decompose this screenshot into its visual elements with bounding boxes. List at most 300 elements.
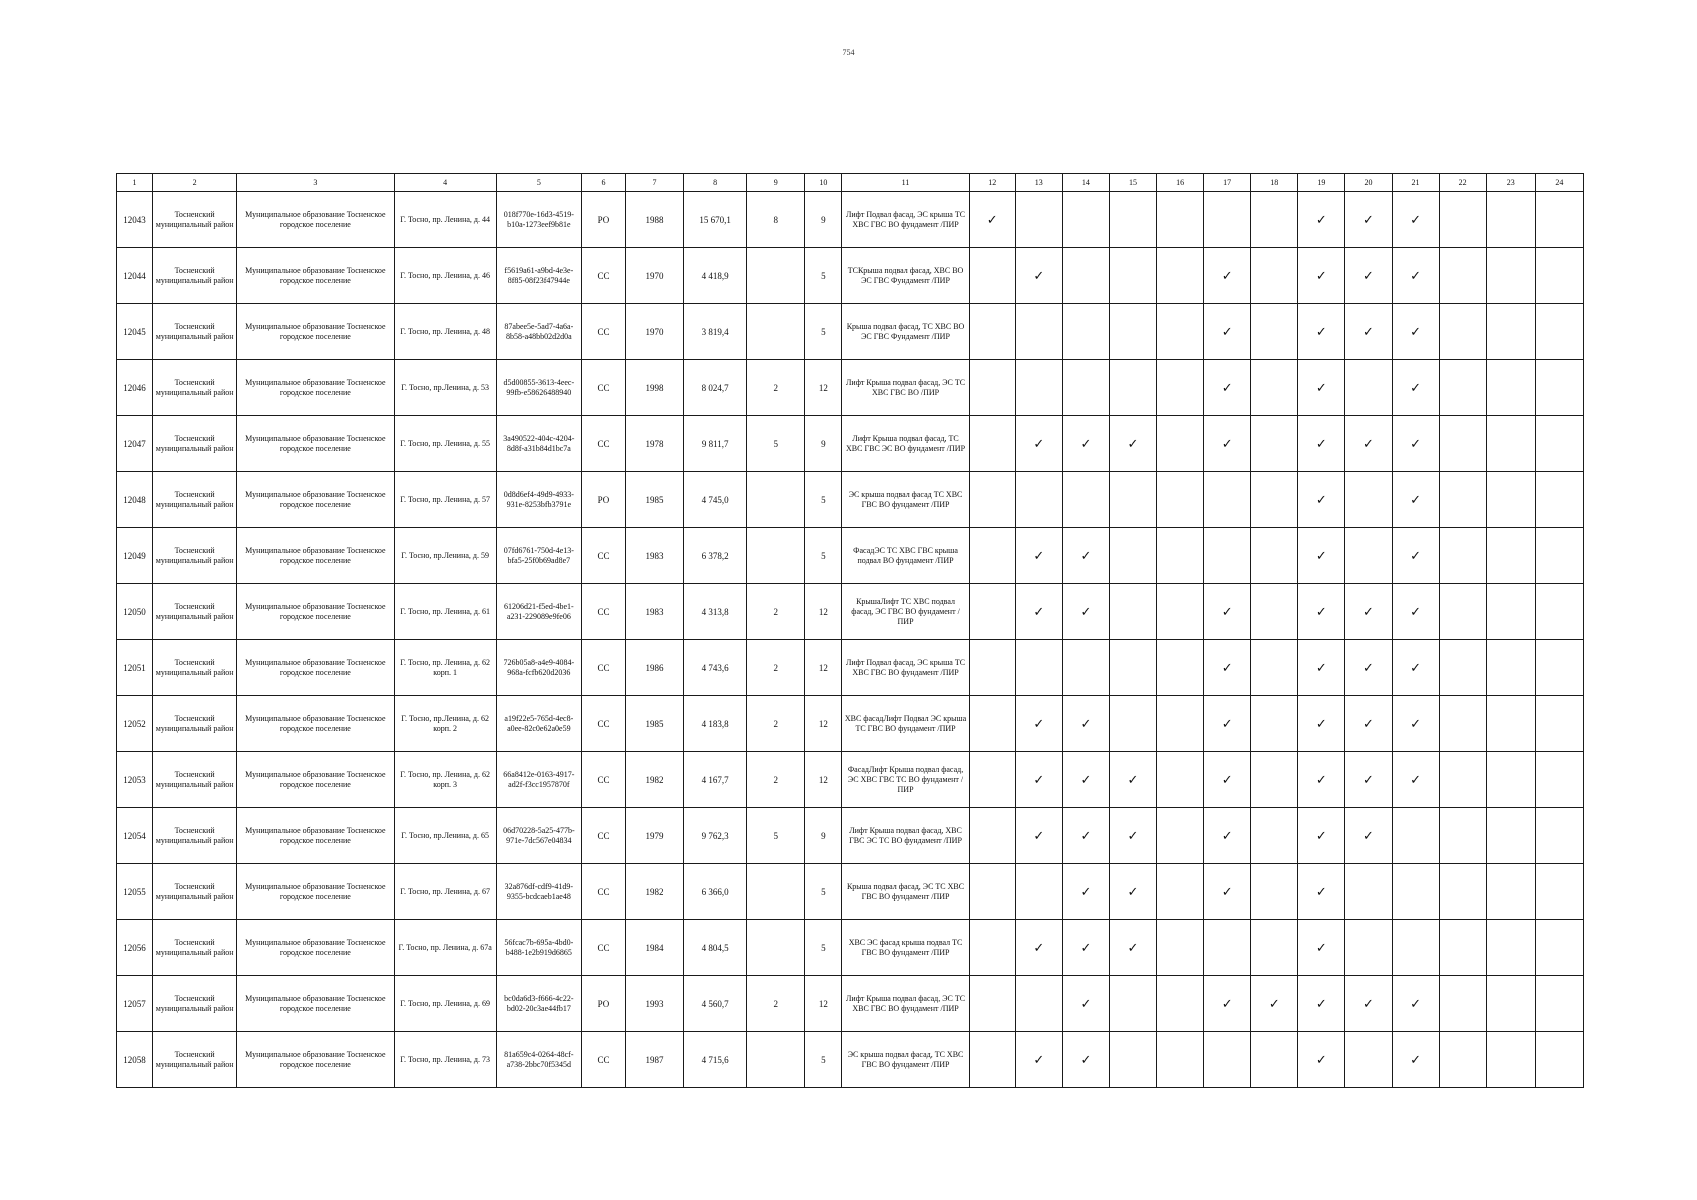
check-mark-icon: ✓ xyxy=(1298,920,1345,976)
empty-cell xyxy=(969,640,1015,696)
works-cell: ЭС крыша подвал фасад ТС ХВС ГВС ВО фундамент /ПИР xyxy=(842,472,969,528)
empty-cell xyxy=(1439,864,1486,920)
check-mark-icon: ✓ xyxy=(1298,752,1345,808)
year-cell: 1983 xyxy=(626,584,684,640)
check-mark-icon: ✓ xyxy=(1204,808,1251,864)
settlement-cell: Муниципальное образование Тосненское городское поселение xyxy=(237,472,394,528)
entrances-cell: 2 xyxy=(747,976,805,1032)
empty-cell xyxy=(1486,920,1535,976)
works-cell: Лифт Крыша подвал фасад, ХВС ГВС ЭС ТС ВО фундамент /ПИР xyxy=(842,808,969,864)
settlement-cell: Муниципальное образование Тосненское городское поселение xyxy=(237,360,394,416)
check-mark-icon: ✓ xyxy=(1015,248,1062,304)
table-row xyxy=(117,248,1584,304)
settlement-cell: Муниципальное образование Тосненское городское поселение xyxy=(237,976,394,1032)
check-mark-icon: ✓ xyxy=(1298,528,1345,584)
floors-cell: 5 xyxy=(805,528,842,584)
row-number: 12052 xyxy=(117,696,153,752)
empty-cell xyxy=(1439,528,1486,584)
empty-cell xyxy=(1251,752,1298,808)
check-mark-icon: ✓ xyxy=(1298,976,1345,1032)
check-mark-icon: ✓ xyxy=(1298,808,1345,864)
empty-cell xyxy=(1015,640,1062,696)
area-cell: 6 378,2 xyxy=(684,528,747,584)
year-cell: 1970 xyxy=(626,304,684,360)
empty-cell xyxy=(1392,920,1439,976)
row-number: 12046 xyxy=(117,360,153,416)
column-header-22: 22 xyxy=(1439,174,1486,192)
empty-cell xyxy=(1109,1032,1156,1088)
area-cell: 4 560,7 xyxy=(684,976,747,1032)
address-cell: Г. Тосно, пр. Ленина, д. 55 xyxy=(394,416,496,472)
check-mark-icon: ✓ xyxy=(1392,248,1439,304)
empty-cell xyxy=(1109,192,1156,248)
address-cell: Г. Тосно, пр. Ленина, д. 62 корп. 3 xyxy=(394,752,496,808)
empty-cell xyxy=(1486,248,1535,304)
check-mark-icon: ✓ xyxy=(1204,304,1251,360)
empty-cell xyxy=(1251,920,1298,976)
row-number: 12044 xyxy=(117,248,153,304)
settlement-cell: Муниципальное образование Тосненское городское поселение xyxy=(237,640,394,696)
check-mark-icon: ✓ xyxy=(1062,696,1109,752)
floors-cell: 12 xyxy=(805,752,842,808)
address-cell: Г. Тосно, пр. Ленина, д. 57 xyxy=(394,472,496,528)
check-mark-icon: ✓ xyxy=(1392,528,1439,584)
check-mark-icon: ✓ xyxy=(1015,920,1062,976)
empty-cell xyxy=(1204,528,1251,584)
empty-cell xyxy=(1251,864,1298,920)
row-number: 12054 xyxy=(117,808,153,864)
district-cell: Тосненский муниципальный район xyxy=(153,1032,237,1088)
works-cell: Крыша подвал фасад, ЭС ТС ХВС ГВС ВО фундамент /ПИР xyxy=(842,864,969,920)
guid-cell: 0d8d6ef4-49d9-4933-931e-8253bfb3791e xyxy=(496,472,581,528)
check-mark-icon: ✓ xyxy=(1392,416,1439,472)
address-cell: Г. Тосно, пр. Ленина, д. 48 xyxy=(394,304,496,360)
empty-cell xyxy=(1251,192,1298,248)
column-header-6: 6 xyxy=(581,174,625,192)
empty-cell xyxy=(1251,360,1298,416)
entrances-cell: 2 xyxy=(747,696,805,752)
address-cell: Г. Тосно, пр. Ленина, д. 67а xyxy=(394,920,496,976)
column-header-11: 11 xyxy=(842,174,969,192)
check-mark-icon: ✓ xyxy=(1298,696,1345,752)
column-header-18: 18 xyxy=(1251,174,1298,192)
empty-cell xyxy=(969,808,1015,864)
empty-cell xyxy=(1062,640,1109,696)
type-cell: СС xyxy=(581,696,625,752)
empty-cell xyxy=(1535,304,1583,360)
empty-cell xyxy=(1204,920,1251,976)
empty-cell xyxy=(1157,808,1204,864)
column-header-8: 8 xyxy=(684,174,747,192)
year-cell: 1970 xyxy=(626,248,684,304)
year-cell: 1986 xyxy=(626,640,684,696)
table-row xyxy=(117,808,1584,864)
area-cell: 4 804,5 xyxy=(684,920,747,976)
empty-cell xyxy=(1439,640,1486,696)
empty-cell xyxy=(1535,920,1583,976)
floors-cell: 12 xyxy=(805,360,842,416)
address-cell: Г. Тосно, пр. Ленина, д. 73 xyxy=(394,1032,496,1088)
empty-cell xyxy=(1486,808,1535,864)
address-cell: Г. Тосно, пр.Ленина, д. 62 корп. 2 xyxy=(394,696,496,752)
check-mark-icon: ✓ xyxy=(1204,696,1251,752)
empty-cell xyxy=(1251,528,1298,584)
settlement-cell: Муниципальное образование Тосненское городское поселение xyxy=(237,752,394,808)
check-mark-icon: ✓ xyxy=(1015,696,1062,752)
area-cell: 3 819,4 xyxy=(684,304,747,360)
empty-cell xyxy=(1345,920,1392,976)
empty-cell xyxy=(1535,528,1583,584)
empty-cell xyxy=(969,1032,1015,1088)
check-mark-icon: ✓ xyxy=(1204,864,1251,920)
check-mark-icon: ✓ xyxy=(1392,696,1439,752)
empty-cell xyxy=(1062,472,1109,528)
entrances-cell xyxy=(747,248,805,304)
address-cell: Г. Тосно, пр.Ленина, д. 65 xyxy=(394,808,496,864)
empty-cell xyxy=(1345,360,1392,416)
empty-cell xyxy=(1157,1032,1204,1088)
guid-cell: 018f770e-16d3-4519-b10a-1273eef9b81e xyxy=(496,192,581,248)
empty-cell xyxy=(1439,752,1486,808)
empty-cell xyxy=(1486,472,1535,528)
settlement-cell: Муниципальное образование Тосненское городское поселение xyxy=(237,584,394,640)
floors-cell: 5 xyxy=(805,304,842,360)
settlement-cell: Муниципальное образование Тосненское городское поселение xyxy=(237,920,394,976)
settlement-cell: Муниципальное образование Тосненское городское поселение xyxy=(237,528,394,584)
empty-cell xyxy=(1486,360,1535,416)
empty-cell xyxy=(1157,584,1204,640)
empty-cell xyxy=(1157,640,1204,696)
floors-cell: 9 xyxy=(805,416,842,472)
check-mark-icon: ✓ xyxy=(1345,304,1392,360)
empty-cell xyxy=(1535,696,1583,752)
works-cell: ФасадЭС ТС ХВС ГВС крыша подвал ВО фундамент /ПИР xyxy=(842,528,969,584)
settlement-cell: Муниципальное образование Тосненское городское поселение xyxy=(237,1032,394,1088)
floors-cell: 9 xyxy=(805,192,842,248)
check-mark-icon: ✓ xyxy=(1345,416,1392,472)
check-mark-icon: ✓ xyxy=(1345,976,1392,1032)
column-header-12: 12 xyxy=(969,174,1015,192)
check-mark-icon: ✓ xyxy=(969,192,1015,248)
check-mark-icon: ✓ xyxy=(1109,920,1156,976)
floors-cell: 5 xyxy=(805,1032,842,1088)
empty-cell xyxy=(1439,360,1486,416)
entrances-cell: 8 xyxy=(747,192,805,248)
empty-cell xyxy=(1535,864,1583,920)
empty-cell xyxy=(1439,584,1486,640)
empty-cell xyxy=(1109,584,1156,640)
type-cell: СС xyxy=(581,1032,625,1088)
empty-cell xyxy=(1251,584,1298,640)
type-cell: СС xyxy=(581,416,625,472)
entrances-cell: 5 xyxy=(747,808,805,864)
empty-cell xyxy=(1062,360,1109,416)
works-cell: Лифт Подвал фасад, ЭС крыша ТС ХВС ГВС ВО фундамент /ПИР xyxy=(842,640,969,696)
empty-cell xyxy=(1486,528,1535,584)
empty-cell xyxy=(969,696,1015,752)
empty-cell xyxy=(1439,920,1486,976)
address-cell: Г. Тосно, пр. Ленина, д. 69 xyxy=(394,976,496,1032)
column-header-5: 5 xyxy=(496,174,581,192)
empty-cell xyxy=(1062,248,1109,304)
row-number: 12053 xyxy=(117,752,153,808)
check-mark-icon: ✓ xyxy=(1392,584,1439,640)
settlement-cell: Муниципальное образование Тосненское городское поселение xyxy=(237,696,394,752)
column-header-2: 2 xyxy=(153,174,237,192)
column-header-14: 14 xyxy=(1062,174,1109,192)
row-number: 12056 xyxy=(117,920,153,976)
check-mark-icon: ✓ xyxy=(1392,360,1439,416)
empty-cell xyxy=(1439,416,1486,472)
settlement-cell: Муниципальное образование Тосненское городское поселение xyxy=(237,864,394,920)
empty-cell xyxy=(969,416,1015,472)
empty-cell xyxy=(1535,192,1583,248)
check-mark-icon: ✓ xyxy=(1062,920,1109,976)
check-mark-icon: ✓ xyxy=(1062,752,1109,808)
empty-cell xyxy=(1535,1032,1583,1088)
empty-cell xyxy=(1157,528,1204,584)
address-cell: Г. Тосно, пр. Ленина, д. 62 корп. 1 xyxy=(394,640,496,696)
check-mark-icon: ✓ xyxy=(1015,752,1062,808)
empty-cell xyxy=(1535,752,1583,808)
check-mark-icon: ✓ xyxy=(1204,360,1251,416)
empty-cell xyxy=(1157,416,1204,472)
empty-cell xyxy=(1535,808,1583,864)
empty-cell xyxy=(1251,640,1298,696)
empty-cell xyxy=(1251,1032,1298,1088)
area-cell: 4 745,0 xyxy=(684,472,747,528)
empty-cell xyxy=(969,920,1015,976)
year-cell: 1987 xyxy=(626,1032,684,1088)
type-cell: РО xyxy=(581,192,625,248)
table-row xyxy=(117,584,1584,640)
table-row xyxy=(117,920,1584,976)
empty-cell xyxy=(1204,472,1251,528)
empty-cell xyxy=(1015,976,1062,1032)
column-header-16: 16 xyxy=(1157,174,1204,192)
guid-cell: bc0da6d3-f666-4c22-bd02-20c3ae44fb17 xyxy=(496,976,581,1032)
empty-cell xyxy=(1157,472,1204,528)
check-mark-icon: ✓ xyxy=(1345,640,1392,696)
table-row xyxy=(117,696,1584,752)
works-cell: Лифт Подвал фасад, ЭС крыша ТС ХВС ГВС ВО фундамент /ПИР xyxy=(842,192,969,248)
guid-cell: 61206d21-f5ed-4be1-a231-229089e9fe06 xyxy=(496,584,581,640)
empty-cell xyxy=(1439,304,1486,360)
table-body xyxy=(117,192,1584,1088)
empty-cell xyxy=(1486,640,1535,696)
entrances-cell: 2 xyxy=(747,584,805,640)
empty-cell xyxy=(1109,360,1156,416)
check-mark-icon: ✓ xyxy=(1345,808,1392,864)
works-cell: Лифт Крыша подвал фасад, ЭС ТС ХВС ГВС ВО фундамент /ПИР xyxy=(842,976,969,1032)
settlement-cell: Муниципальное образование Тосненское городское поселение xyxy=(237,304,394,360)
empty-cell xyxy=(1109,696,1156,752)
empty-cell xyxy=(1345,528,1392,584)
district-cell: Тосненский муниципальный район xyxy=(153,752,237,808)
settlement-cell: Муниципальное образование Тосненское городское поселение xyxy=(237,808,394,864)
year-cell: 1985 xyxy=(626,472,684,528)
type-cell: РО xyxy=(581,472,625,528)
guid-cell: d5d00855-3613-4eec-99fb-e58626488940 xyxy=(496,360,581,416)
floors-cell: 5 xyxy=(805,920,842,976)
row-number: 12045 xyxy=(117,304,153,360)
floors-cell: 12 xyxy=(805,696,842,752)
guid-cell: a19f22e5-765d-4ec8-a0ee-82c0e62a0e59 xyxy=(496,696,581,752)
row-number: 12050 xyxy=(117,584,153,640)
empty-cell xyxy=(1157,360,1204,416)
district-cell: Тосненский муниципальный район xyxy=(153,360,237,416)
header-row xyxy=(117,174,1584,192)
empty-cell xyxy=(1157,976,1204,1032)
type-cell: РО xyxy=(581,976,625,1032)
register-table xyxy=(116,173,1584,1088)
floors-cell: 5 xyxy=(805,864,842,920)
check-mark-icon: ✓ xyxy=(1345,248,1392,304)
empty-cell xyxy=(1486,416,1535,472)
empty-cell xyxy=(1486,976,1535,1032)
check-mark-icon: ✓ xyxy=(1062,584,1109,640)
empty-cell xyxy=(969,248,1015,304)
floors-cell: 5 xyxy=(805,248,842,304)
entrances-cell xyxy=(747,528,805,584)
district-cell: Тосненский муниципальный район xyxy=(153,808,237,864)
empty-cell xyxy=(969,304,1015,360)
empty-cell xyxy=(1157,696,1204,752)
district-cell: Тосненский муниципальный район xyxy=(153,416,237,472)
type-cell: СС xyxy=(581,248,625,304)
district-cell: Тосненский муниципальный район xyxy=(153,864,237,920)
guid-cell: 06d70228-5a25-477b-971e-7dc567e04834 xyxy=(496,808,581,864)
check-mark-icon: ✓ xyxy=(1298,304,1345,360)
empty-cell xyxy=(1015,360,1062,416)
column-header-21: 21 xyxy=(1392,174,1439,192)
works-cell: ФасадЛифт Крыша подвал фасад, ЭС ХВС ГВС ТС ВО фундамент /ПИР xyxy=(842,752,969,808)
check-mark-icon: ✓ xyxy=(1015,808,1062,864)
empty-cell xyxy=(969,528,1015,584)
area-cell: 15 670,1 xyxy=(684,192,747,248)
settlement-cell: Муниципальное образование Тосненское городское поселение xyxy=(237,192,394,248)
type-cell: СС xyxy=(581,584,625,640)
check-mark-icon: ✓ xyxy=(1298,472,1345,528)
empty-cell xyxy=(1251,304,1298,360)
column-header-1: 1 xyxy=(117,174,153,192)
settlement-cell: Муниципальное образование Тосненское городское поселение xyxy=(237,416,394,472)
empty-cell xyxy=(969,584,1015,640)
check-mark-icon: ✓ xyxy=(1298,192,1345,248)
works-cell: ХВС фасадЛифт Подвал ЭС крыша ТС ГВС ВО фундамент /ПИР xyxy=(842,696,969,752)
empty-cell xyxy=(1535,472,1583,528)
year-cell: 1982 xyxy=(626,752,684,808)
entrances-cell: 5 xyxy=(747,416,805,472)
area-cell: 4 313,8 xyxy=(684,584,747,640)
row-number: 12043 xyxy=(117,192,153,248)
empty-cell xyxy=(1439,696,1486,752)
empty-cell xyxy=(1345,864,1392,920)
check-mark-icon: ✓ xyxy=(1392,1032,1439,1088)
check-mark-icon: ✓ xyxy=(1298,360,1345,416)
address-cell: Г. Тосно, пр. Ленина, д. 61 xyxy=(394,584,496,640)
empty-cell xyxy=(1535,416,1583,472)
empty-cell xyxy=(1204,192,1251,248)
works-cell: Лифт Крыша подвал фасад, ТС ХВС ГВС ЭС ВО фундамент /ПИР xyxy=(842,416,969,472)
table-row xyxy=(117,472,1584,528)
year-cell: 1978 xyxy=(626,416,684,472)
guid-cell: 726b05a8-a4e9-4084-968a-fcfb620d2036 xyxy=(496,640,581,696)
empty-cell xyxy=(1535,976,1583,1032)
column-header-4: 4 xyxy=(394,174,496,192)
empty-cell xyxy=(1251,808,1298,864)
table-row xyxy=(117,864,1584,920)
check-mark-icon: ✓ xyxy=(1298,640,1345,696)
row-number: 12049 xyxy=(117,528,153,584)
year-cell: 1982 xyxy=(626,864,684,920)
district-cell: Тосненский муниципальный район xyxy=(153,304,237,360)
check-mark-icon: ✓ xyxy=(1015,416,1062,472)
works-cell: ХВС ЭС фасад крыша подвал ТС ГВС ВО фундамент /ПИР xyxy=(842,920,969,976)
empty-cell xyxy=(1109,304,1156,360)
empty-cell xyxy=(1439,976,1486,1032)
works-cell: ТСКрыша подвал фасад, ХВС ВО ЭС ГВС Фундамент /ПИР xyxy=(842,248,969,304)
empty-cell xyxy=(1062,192,1109,248)
type-cell: СС xyxy=(581,360,625,416)
empty-cell xyxy=(1251,696,1298,752)
entrances-cell xyxy=(747,472,805,528)
empty-cell xyxy=(1109,528,1156,584)
column-header-20: 20 xyxy=(1345,174,1392,192)
empty-cell xyxy=(1157,864,1204,920)
column-header-24: 24 xyxy=(1535,174,1583,192)
table-row xyxy=(117,528,1584,584)
area-cell: 4 715,6 xyxy=(684,1032,747,1088)
column-header-3: 3 xyxy=(237,174,394,192)
entrances-cell xyxy=(747,304,805,360)
empty-cell xyxy=(1392,808,1439,864)
check-mark-icon: ✓ xyxy=(1204,640,1251,696)
check-mark-icon: ✓ xyxy=(1392,640,1439,696)
check-mark-icon: ✓ xyxy=(1109,752,1156,808)
district-cell: Тосненский муниципальный район xyxy=(153,528,237,584)
row-number: 12051 xyxy=(117,640,153,696)
empty-cell xyxy=(1015,304,1062,360)
empty-cell xyxy=(969,976,1015,1032)
empty-cell xyxy=(1015,864,1062,920)
row-number: 12058 xyxy=(117,1032,153,1088)
year-cell: 1988 xyxy=(626,192,684,248)
year-cell: 1985 xyxy=(626,696,684,752)
district-cell: Тосненский муниципальный район xyxy=(153,584,237,640)
district-cell: Тосненский муниципальный район xyxy=(153,696,237,752)
check-mark-icon: ✓ xyxy=(1015,528,1062,584)
empty-cell xyxy=(1109,976,1156,1032)
entrances-cell: 2 xyxy=(747,360,805,416)
type-cell: СС xyxy=(581,864,625,920)
table-row xyxy=(117,360,1584,416)
empty-cell xyxy=(1015,472,1062,528)
address-cell: Г. Тосно, пр. Ленина, д. 67 xyxy=(394,864,496,920)
check-mark-icon: ✓ xyxy=(1109,416,1156,472)
check-mark-icon: ✓ xyxy=(1298,864,1345,920)
entrances-cell xyxy=(747,864,805,920)
type-cell: СС xyxy=(581,920,625,976)
works-cell: КрышаЛифт ТС ХВС подвал фасад, ЭС ГВС ВО фундамент /ПИР xyxy=(842,584,969,640)
check-mark-icon: ✓ xyxy=(1204,584,1251,640)
check-mark-icon: ✓ xyxy=(1392,192,1439,248)
table-row xyxy=(117,304,1584,360)
check-mark-icon: ✓ xyxy=(1062,808,1109,864)
check-mark-icon: ✓ xyxy=(1204,248,1251,304)
entrances-cell: 2 xyxy=(747,752,805,808)
guid-cell: 87abee5e-5ad7-4a6a-8b58-a48bb02d2d0a xyxy=(496,304,581,360)
